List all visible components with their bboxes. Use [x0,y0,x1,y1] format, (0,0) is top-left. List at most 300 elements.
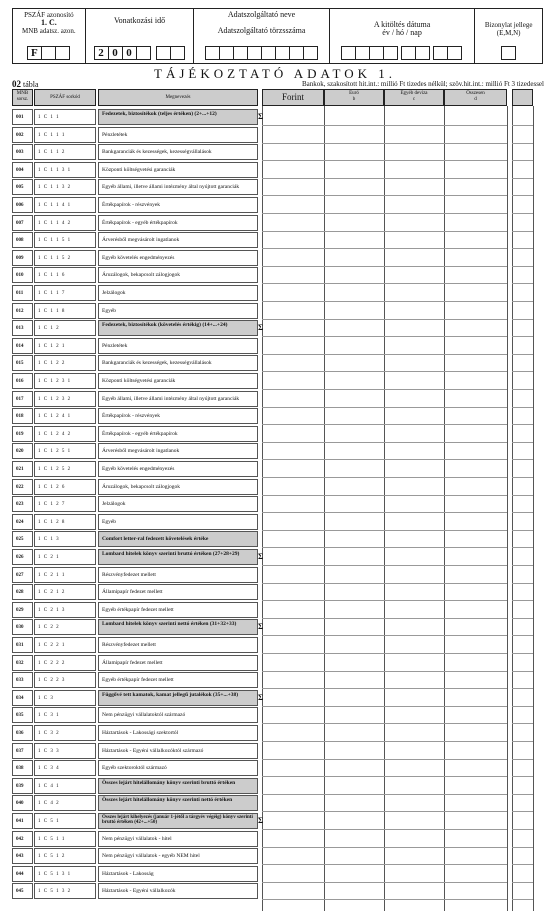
row-number: 044 [12,866,33,882]
row-code: 1 C 5 1 2 [34,848,96,864]
year-box[interactable]: 0 [122,46,137,60]
value-cell-forint[interactable] [262,690,324,707]
value-cell-forint[interactable] [262,778,324,795]
value-cell-c[interactable] [384,479,444,496]
value-cell-forint[interactable] [262,637,324,654]
value-cell-forint[interactable] [262,531,324,548]
value-cell-d[interactable] [444,496,507,513]
value-cell-extra[interactable] [512,831,533,848]
row-description: Függővé tett kamatok, kamat jellegű jutalékok (35+...+38) [98,690,258,706]
value-cell-extra[interactable] [512,672,533,689]
value-cell-d[interactable] [444,584,507,601]
value-cell-c[interactable] [384,162,444,179]
value-cell-forint[interactable] [262,162,324,179]
table-row [12,601,543,619]
value-cell-b[interactable] [324,514,384,531]
value-cell-b[interactable] [324,162,384,179]
reference-period-cell [86,9,195,63]
value-cell-extra[interactable] [512,848,533,865]
value-cell-b[interactable] [324,549,384,566]
value-cell-forint[interactable] [262,267,324,284]
value-cell-c[interactable] [384,743,444,760]
value-cell-b[interactable] [324,408,384,425]
value-cell-extra[interactable] [512,197,533,214]
value-cell-d[interactable] [444,549,507,566]
value-cell-b[interactable] [324,707,384,724]
value-cell-forint[interactable] [262,883,324,900]
value-cell-d[interactable] [444,391,507,408]
code-box[interactable] [41,46,56,60]
month-box[interactable] [170,46,185,60]
value-cell-b[interactable] [324,144,384,161]
value-cell-forint[interactable] [262,355,324,372]
value-cell-d[interactable] [444,109,507,126]
value-cell-c[interactable] [384,338,444,355]
table-row [12,583,543,601]
doc-type-boxes [475,46,542,60]
value-cell-extra[interactable] [512,760,533,777]
value-cell-d[interactable] [444,461,507,478]
value-cell-forint[interactable] [262,320,324,337]
value-cell-forint[interactable] [262,338,324,355]
value-cell-extra[interactable] [512,461,533,478]
value-cell-c[interactable] [384,127,444,144]
value-cell-extra[interactable] [512,496,533,513]
value-cell-b[interactable] [324,531,384,548]
row-code: 1 C 3 2 [34,725,96,741]
value-cell-c[interactable] [384,303,444,320]
year-box[interactable]: 2 [94,46,109,60]
value-cell-b[interactable] [324,373,384,390]
value-cell-c[interactable] [384,250,444,267]
value-cell-d[interactable] [444,567,507,584]
reg-box[interactable] [303,46,318,60]
value-cell-extra[interactable] [512,215,533,232]
value-cell-extra[interactable] [512,320,533,337]
value-cell-forint[interactable] [262,391,324,408]
value-cell-extra[interactable] [512,567,533,584]
value-cell-b[interactable] [324,813,384,830]
reg-box[interactable] [289,46,304,60]
value-cell-d[interactable] [444,655,507,672]
value-cell-c[interactable] [384,285,444,302]
date-box[interactable] [369,46,384,60]
value-cell-b[interactable] [324,602,384,619]
value-cell-c[interactable] [384,637,444,654]
value-cell-extra[interactable] [512,778,533,795]
row-number: 014 [12,338,33,354]
value-cell-extra[interactable] [512,584,533,601]
reg-box[interactable] [261,46,276,60]
row-code: 1 C 2 2 3 [34,672,96,688]
value-cell-forint[interactable] [262,127,324,144]
value-cell-c[interactable] [384,408,444,425]
date-box[interactable] [355,46,370,60]
row-description: Áruzálogok, bekapcsolt zálogjogok [98,479,258,495]
value-cell-d[interactable] [444,127,507,144]
value-cell-extra[interactable] [512,690,533,707]
value-cell-d[interactable] [444,479,507,496]
year-box[interactable] [136,46,151,60]
value-cell-c[interactable] [384,443,444,460]
value-cell-b[interactable] [324,725,384,742]
row-code: 1 C 1 2 7 [34,496,96,512]
value-cell-d[interactable] [444,408,507,425]
reg-box[interactable] [275,46,290,60]
value-cell-forint[interactable] [262,655,324,672]
value-cell-forint[interactable] [262,760,324,777]
value-cell-extra[interactable] [512,267,533,284]
value-cell-forint[interactable] [262,426,324,443]
value-cell-d[interactable] [444,619,507,636]
value-cell-c[interactable] [384,602,444,619]
value-cell-forint[interactable] [262,866,324,883]
sum-symbol: Σ [258,552,264,561]
value-cell-forint[interactable] [262,795,324,812]
value-cell-d[interactable] [444,883,507,900]
value-cell-c[interactable] [384,496,444,513]
value-cell-d[interactable] [444,672,507,689]
value-cell-forint[interactable] [262,250,324,267]
value-cell-forint[interactable] [262,672,324,689]
value-cell-d[interactable] [444,795,507,812]
value-cell-forint[interactable] [262,602,324,619]
value-cell-forint[interactable] [262,179,324,196]
value-cell-b[interactable] [324,637,384,654]
value-cell-c[interactable] [384,144,444,161]
table-row [12,830,543,848]
value-cell-extra[interactable] [512,866,533,883]
value-cell-extra[interactable] [512,443,533,460]
value-cell-b[interactable] [324,655,384,672]
value-cell-c[interactable] [384,179,444,196]
value-cell-c[interactable] [384,514,444,531]
value-cell-b[interactable] [324,303,384,320]
value-cell-extra[interactable] [512,707,533,724]
value-cell-forint[interactable] [262,303,324,320]
row-number: 042 [12,831,33,847]
value-cell-b[interactable] [324,426,384,443]
value-cell-forint[interactable] [262,584,324,601]
date-box[interactable] [447,46,462,60]
value-cell-forint[interactable] [262,215,324,232]
value-cell-extra[interactable] [512,303,533,320]
value-cell-c[interactable] [384,690,444,707]
value-cell-extra[interactable] [512,531,533,548]
value-cell-b[interactable] [324,795,384,812]
value-cell-b[interactable] [324,338,384,355]
value-cell-c[interactable] [384,672,444,689]
value-cell-c[interactable] [384,813,444,830]
value-cell-extra[interactable] [512,743,533,760]
value-cell-d[interactable] [444,602,507,619]
value-cell-forint[interactable] [262,197,324,214]
date-box[interactable] [433,46,448,60]
value-cell-extra[interactable] [512,602,533,619]
code-box[interactable] [55,46,70,60]
value-cell-forint[interactable] [262,461,324,478]
value-cell-forint[interactable] [262,725,324,742]
value-cell-d[interactable] [444,338,507,355]
value-cell-b[interactable] [324,285,384,302]
value-cell-b[interactable] [324,215,384,232]
value-cell-b[interactable] [324,584,384,601]
value-cell-d[interactable] [444,760,507,777]
col-letter-b: b [352,97,356,102]
value-cell-c[interactable] [384,831,444,848]
row-description: Háztartások - Lakosság [98,866,258,882]
row-code: 1 C 1 2 5 2 [34,461,96,477]
value-cell-extra[interactable] [512,655,533,672]
value-cell-b[interactable] [324,496,384,513]
row-number: 041 [12,813,33,829]
value-cell-d[interactable] [444,831,507,848]
value-cell-d[interactable] [444,285,507,302]
value-cell-b[interactable] [324,479,384,496]
value-cell-b[interactable] [324,619,384,636]
value-cell-c[interactable] [384,584,444,601]
row-number: 034 [12,690,33,706]
value-cell-d[interactable] [444,426,507,443]
value-cell-extra[interactable] [512,813,533,830]
value-cell-b[interactable] [324,267,384,284]
date-box[interactable] [341,46,356,60]
value-cell-c[interactable] [384,426,444,443]
value-cell-d[interactable] [444,637,507,654]
row-description: Összes lejárt kihelyezés (január 1-jétől a tárgyév végéig) könyv szerinti bruttó értéken (42+...+50) [98,813,258,829]
value-cell-b[interactable] [324,461,384,478]
value-cell-forint[interactable] [262,813,324,830]
value-cell-b[interactable] [324,232,384,249]
value-cell-b[interactable] [324,690,384,707]
value-cell-c[interactable] [384,866,444,883]
table-row [12,812,543,830]
value-cell-forint[interactable] [262,109,324,126]
value-cell-d[interactable] [444,531,507,548]
row-description: Háztartások - Lakossági szektortól [98,725,258,741]
value-cell-c[interactable] [384,109,444,126]
value-cell-forint[interactable] [262,232,324,249]
value-cell-d[interactable] [444,866,507,883]
value-cell-d[interactable] [444,179,507,196]
table-row [12,442,543,460]
value-cell-forint[interactable] [262,619,324,636]
reg-box[interactable] [247,46,262,60]
date-box[interactable] [415,46,430,60]
value-cell-b[interactable] [324,391,384,408]
row-description: Lombard hitelek könyv szerinti nettó értéken (31+32+33) [98,619,258,635]
value-cell-c[interactable] [384,655,444,672]
value-cell-forint[interactable] [262,443,324,460]
value-cell-b[interactable] [324,179,384,196]
value-cell-b[interactable] [324,320,384,337]
value-cell-c[interactable] [384,567,444,584]
value-cell-d[interactable] [444,373,507,390]
code-box[interactable]: F [27,46,42,60]
value-cell-extra[interactable] [512,408,533,425]
value-cell-c[interactable] [384,320,444,337]
value-cell-b[interactable] [324,778,384,795]
value-cell-b[interactable] [324,197,384,214]
value-cell-extra[interactable] [512,619,533,636]
row-number: 024 [12,514,33,530]
value-cell-c[interactable] [384,461,444,478]
unit-subtitle: Bankok, szakosított hit.int.: millió Ft tizedes nélkül; szöv.hit.int.: millió Ft 3 tizedessel [301,80,544,88]
value-cell-d[interactable] [444,443,507,460]
table-row [12,126,543,144]
row-number: 004 [12,162,33,178]
row-code: 1 C 4 2 [34,795,96,811]
row-number: 017 [12,391,33,407]
row-description: Nem pénzügyi vállalatoktól származó [98,707,258,723]
reg-box[interactable] [233,46,248,60]
value-cell-forint[interactable] [262,743,324,760]
value-cell-b[interactable] [324,127,384,144]
reg-box[interactable] [219,46,234,60]
value-cell-b[interactable] [324,831,384,848]
value-cell-c[interactable] [384,795,444,812]
table-number: 02 [12,79,21,89]
value-cell-forint[interactable] [262,549,324,566]
value-cell-d[interactable] [444,232,507,249]
value-cell-c[interactable] [384,267,444,284]
doc-type-box[interactable] [501,46,516,60]
value-cell-extra[interactable] [512,514,533,531]
value-cell-c[interactable] [384,725,444,742]
value-cell-b[interactable] [324,760,384,777]
pszaf-id-label: PSZÁF azonosító [24,11,74,19]
value-cell-d[interactable] [444,707,507,724]
value-cell-c[interactable] [384,707,444,724]
value-cell-forint[interactable] [262,567,324,584]
row-description: Összes lejárt hitelállomány könyv szerinti bruttó értéken [98,778,258,794]
value-cell-b[interactable] [324,848,384,865]
date-box[interactable] [383,46,398,60]
value-cell-c[interactable] [384,883,444,900]
row-number: 007 [12,215,33,231]
value-cell-extra[interactable] [512,162,533,179]
form-header [12,8,543,64]
row-description: Részvényfedezet mellett [98,567,258,583]
value-cell-c[interactable] [384,619,444,636]
value-cell-c[interactable] [384,531,444,548]
provider-boxes [194,46,328,60]
value-cell-d[interactable] [444,778,507,795]
value-cell-extra[interactable] [512,725,533,742]
value-cell-forint[interactable] [262,848,324,865]
value-cell-extra[interactable] [512,637,533,654]
value-cell-d[interactable] [444,250,507,267]
value-cell-b[interactable] [324,355,384,372]
value-cell-c[interactable] [384,215,444,232]
value-cell-forint[interactable] [262,408,324,425]
table-row [12,724,543,742]
value-cell-b[interactable] [324,443,384,460]
year-box[interactable]: 0 [108,46,123,60]
value-cell-d[interactable] [444,303,507,320]
value-cell-extra[interactable] [512,232,533,249]
value-cell-c[interactable] [384,391,444,408]
value-cell-b[interactable] [324,567,384,584]
value-cell-extra[interactable] [512,127,533,144]
value-cell-d[interactable] [444,162,507,179]
value-cell-forint[interactable] [262,144,324,161]
value-cell-d[interactable] [444,320,507,337]
value-cell-c[interactable] [384,848,444,865]
row-description: Jelzálogok [98,496,258,512]
value-cell-c[interactable] [384,778,444,795]
value-cell-forint[interactable] [262,707,324,724]
value-cell-d[interactable] [444,725,507,742]
value-cell-c[interactable] [384,197,444,214]
value-cell-b[interactable] [324,866,384,883]
value-cell-d[interactable] [444,355,507,372]
value-cell-d[interactable] [444,514,507,531]
value-cell-extra[interactable] [512,883,533,900]
value-cell-b[interactable] [324,883,384,900]
value-cell-extra[interactable] [512,355,533,372]
row-code: 1 C 1 2 1 [34,338,96,354]
value-cell-b[interactable] [324,743,384,760]
value-cell-d[interactable] [444,848,507,865]
value-cell-d[interactable] [444,813,507,830]
value-cell-d[interactable] [444,215,507,232]
month-box[interactable] [156,46,171,60]
value-cell-forint[interactable] [262,373,324,390]
value-cell-d[interactable] [444,743,507,760]
value-cell-extra[interactable] [512,426,533,443]
value-cell-extra[interactable] [512,250,533,267]
value-cell-extra[interactable] [512,338,533,355]
value-cell-forint[interactable] [262,496,324,513]
row-number: 016 [12,373,33,389]
row-description: Egyéb követelés engedményezés [98,461,258,477]
value-cell-forint[interactable] [262,285,324,302]
value-cell-d[interactable] [444,267,507,284]
reg-box[interactable] [205,46,220,60]
value-cell-c[interactable] [384,373,444,390]
table-row [12,284,543,302]
value-cell-extra[interactable] [512,479,533,496]
value-cell-extra[interactable] [512,795,533,812]
row-description: Fedezetek, biztosítékok (teljes értéken) (2+...+12) [98,109,258,125]
value-cell-extra[interactable] [512,285,533,302]
value-cell-forint[interactable] [262,514,324,531]
value-cell-c[interactable] [384,232,444,249]
value-cell-b[interactable] [324,109,384,126]
value-cell-b[interactable] [324,250,384,267]
value-cell-c[interactable] [384,549,444,566]
value-cell-extra[interactable] [512,373,533,390]
value-cell-b[interactable] [324,672,384,689]
value-cell-forint[interactable] [262,479,324,496]
value-cell-extra[interactable] [512,179,533,196]
value-cell-extra[interactable] [512,144,533,161]
row-code: 1 C 1 1 2 [34,144,96,160]
date-box[interactable] [401,46,416,60]
value-cell-extra[interactable] [512,391,533,408]
value-cell-d[interactable] [444,690,507,707]
value-cell-d[interactable] [444,144,507,161]
row-description: Központi költségvetési garanciák [98,373,258,389]
row-number: 006 [12,197,33,213]
value-cell-d[interactable] [444,197,507,214]
value-cell-forint[interactable] [262,831,324,848]
value-cell-extra[interactable] [512,549,533,566]
value-cell-extra[interactable] [512,109,533,126]
value-cell-c[interactable] [384,355,444,372]
value-cell-c[interactable] [384,760,444,777]
